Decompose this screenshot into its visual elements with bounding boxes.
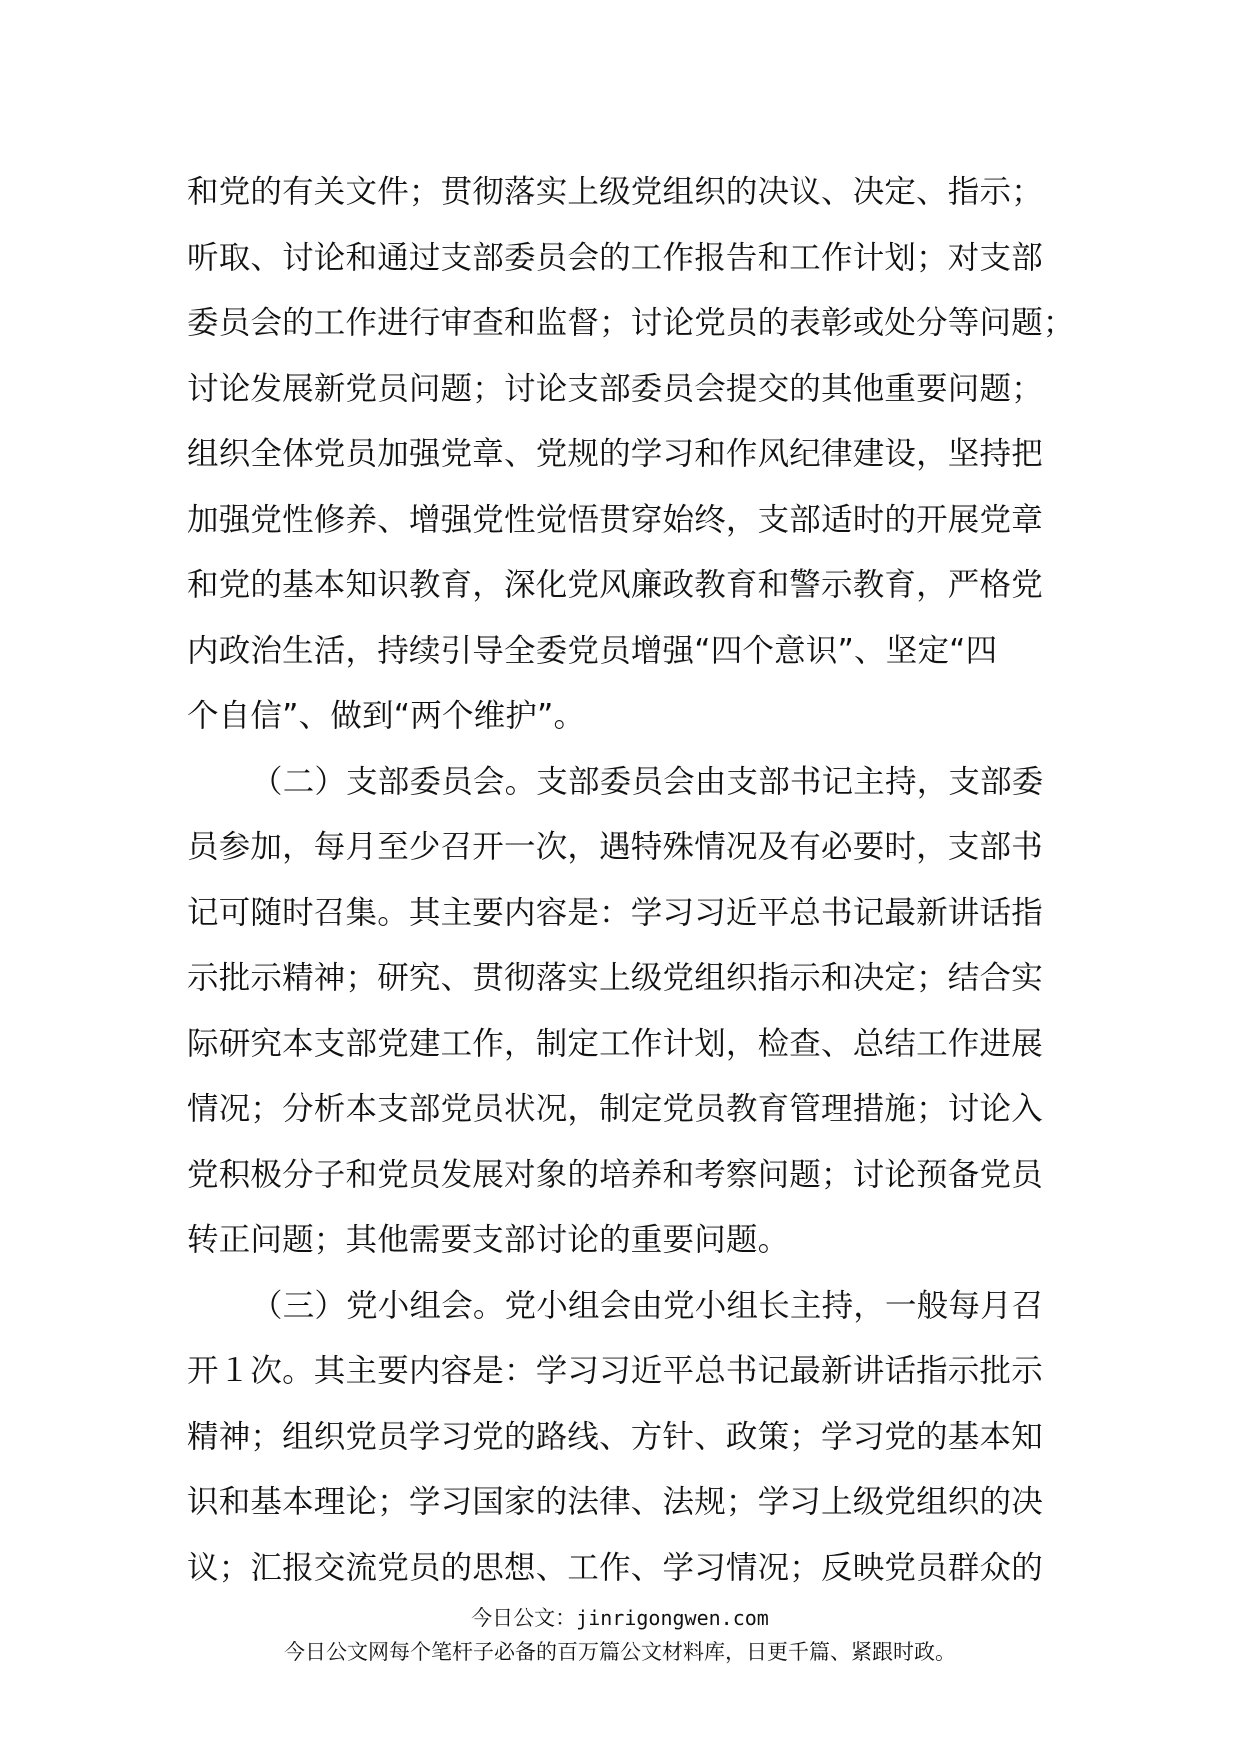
footer-site-label: 今日公文： (471, 1606, 577, 1630)
paragraph-line: 个自信”、做到“两个维护”。 (187, 698, 586, 734)
paragraph-line: 精神；组织党员学习党的路线、方针、政策；学习党的基本知 (187, 1418, 1043, 1455)
paragraph-line: 和党的基本知识教育，深化党风廉政教育和警示教育，严格党 (187, 567, 1043, 603)
paragraph-line: 和党的有关文件；贯彻落实上级党组织的决议、决定、指示； (187, 174, 1043, 210)
paragraph-line: 讨论发展新党员问题；讨论支部委员会提交的其他重要问题； (187, 370, 1043, 407)
footer-tagline: 今日公文网每个笔杆子必备的百万篇公文材料库，日更千篇、紧跟时政。 (284, 1640, 956, 1664)
paragraph-line: 组织全体党员加强党章、党规的学习和作风纪律建设，坚持把 (187, 436, 1043, 472)
paragraph-line: 识和基本理论；学习国家的法律、法规；学习上级党组织的决 (187, 1484, 1043, 1520)
paragraph-line: 开１次。其主要内容是：学习习近平总书记最新讲话指示批示 (187, 1353, 1043, 1389)
paragraph-line: 内政治生活，持续引导全委党员增强“四个意识”、坚定“四 (187, 632, 998, 669)
paragraph-line: 记可随时召集。其主要内容是：学习习近平总书记最新讲话指 (187, 894, 1043, 931)
paragraph-line: 转正问题；其他需要支部讨论的重要问题。 (187, 1222, 790, 1258)
paragraph-line: 党积极分子和党员发展对象的培养和考察问题；讨论预备党员 (187, 1156, 1043, 1193)
paragraph-line: 加强党性修养、增强党性觉悟贯穿始终，支部适时的开展党章 (187, 501, 1043, 538)
document-body (187, 160, 1075, 1601)
paragraph-line: 示批示精神；研究、贯彻落实上级党组织指示和决定；结合实 (187, 960, 1043, 996)
footer-site (0, 1602, 1240, 1632)
paragraph-line: 议；汇报交流党员的思想、工作、学习情况；反映党员群众的 (187, 1549, 1043, 1586)
footer-site-link[interactable]: jinrigongwen.com (576, 1606, 769, 1630)
paragraph-line: 际研究本支部党建工作，制定工作计划，检查、总结工作进展 (187, 1025, 1043, 1062)
paragraph-line: 听取、讨论和通过支部委员会的工作报告和工作计划；对支部 (187, 239, 1043, 276)
paragraph-line: 情况；分析本支部党员状况，制定党员教育管理措施；讨论入 (187, 1091, 1043, 1127)
section-heading-line-3: （三）党小组会。党小组会由党小组长主持，一般每月召 (251, 1287, 1044, 1324)
section-heading-line-2: （二）支部委员会。支部委员会由支部书记主持，支部委 (251, 763, 1044, 800)
paragraph-line: 员参加，每月至少召开一次，遇特殊情况及有必要时，支部书 (187, 829, 1043, 865)
paragraph-line: 委员会的工作进行审查和监督；讨论党员的表彰或处分等问题； (187, 305, 1075, 341)
